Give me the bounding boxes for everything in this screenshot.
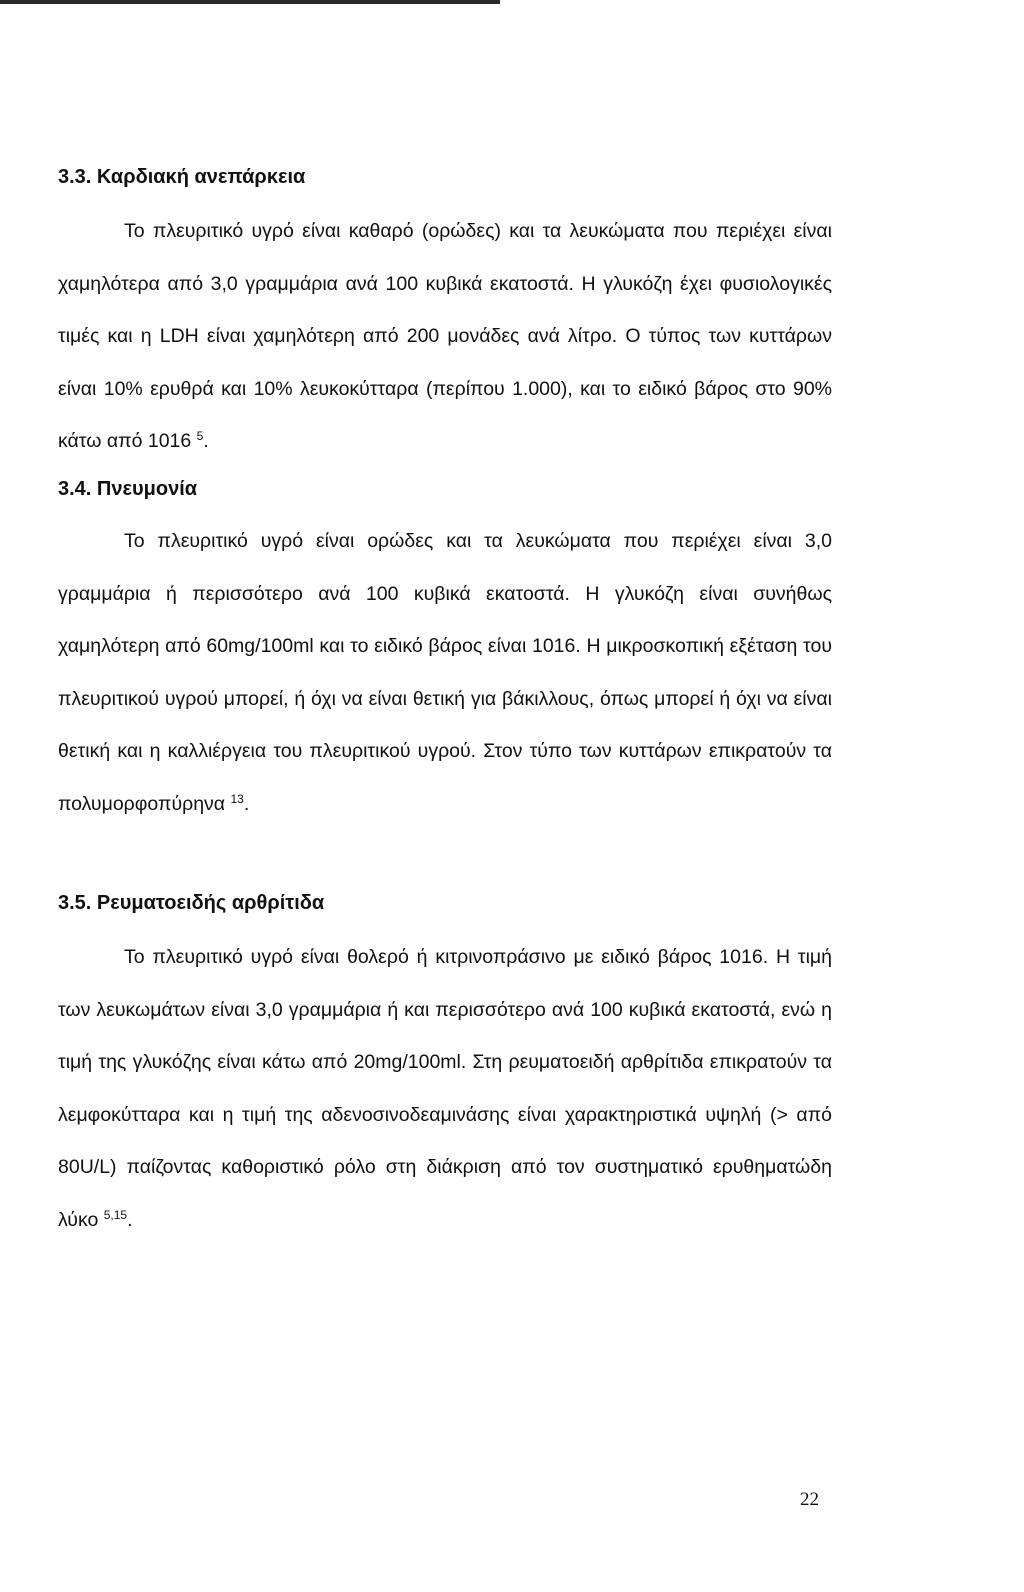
section-body-heart-failure [58,205,832,468]
section-body-rheumatoid-arthritis [58,931,832,1246]
body-text: Το πλευριτικό υγρό είναι ορώδες και τα λευκώματα που περιέχει είναι 3,0 γραμμάρια ή περισσότερο ανά 100 κυβικά εκατοστά. Η γλυκόζη είναι συνήθως χαμηλότερη από 60mg/100ml και το ειδικό βάρος είναι 1016. Η μικροσκοπική εξέταση του πλευριτικού υγρού μπορεί, ή όχι να είναι θετική για βάκιλλους, όπως μπορεί ή όχι να είναι θετική και η καλλιέργεια του πλευριτικού υγρού. Στον τύπο των κυττάρων επικρατούν τα πολυμορφοπύρηνα [58,530,832,815]
scan-edge-line [0,0,500,4]
sentence-end: . [127,1208,133,1231]
sentence-end: . [243,792,250,815]
section-body-pneumonia [58,515,832,830]
section-heading-pneumonia: 3.4. Πνευμονία [58,478,198,500]
section-heading-rheumatoid-arthritis: 3.5. Ρευματοειδής αρθρίτιδα [58,892,325,914]
reference-marker: 13 [230,791,244,806]
page-number: 22 [800,1489,819,1510]
sentence-end: . [203,430,209,452]
body-text: Το πλευριτικό υγρό είναι θολερό ή κιτρινοπράσινο με ειδικό βάρος 1016. Η τιμή των λευκωμάτων είναι 3,0 γραμμάρια ή και περισσότερο ανά 100 κυβικά εκατοστά, ενώ η τιμή της γλυκόζης είναι κάτω από 20mg/100ml. Στη ρευματοειδή αρθρίτιδα επικρατούν τα λεμφοκύτταρα και η τιμή της αδενοσινοδεαμινάσης είναι χαρακτηριστικά υψηλή (> από 80U/L) παίζοντας καθοριστικό ρόλο στη διάκριση από τον συστηματικό ερυθηματώδη λύκο [58,946,832,1231]
reference-marker: 5,15 [103,1207,128,1222]
section-heading-heart-failure: 3.3. Καρδιακή ανεπάρκεια [58,166,306,188]
reference-marker: 5 [196,429,204,443]
body-text: Το πλευριτικό υγρό είναι καθαρό (ορώδες) και τα λευκώματα που περιέχει είναι χαμηλότερα από 3,0 γραμμάρια ανά 100 κυβικά εκατοστά. Η γλυκόζη έχει φυσιολογικές τιμές και η LDH είναι χαμηλότερη από 200 μονάδες ανά λίτρο. Ο τύπος των κυττάρων είναι 10% ερυθρά και 10% λευκοκύτταρα (περίπου 1.000), και το ειδικό βάρος στο 90% κάτω από 1016 [58,220,832,452]
